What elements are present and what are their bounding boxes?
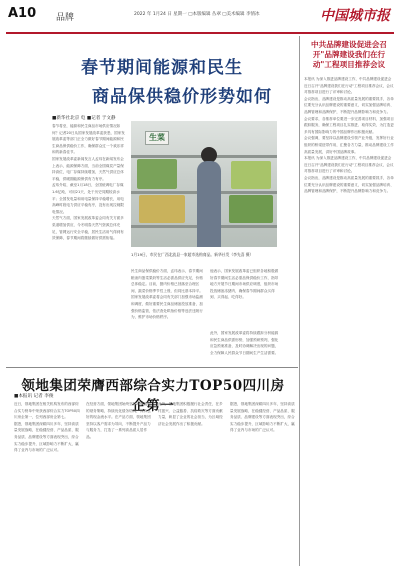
- photo-vegetables: [137, 159, 177, 189]
- article2-paragraph: 据悉，领地集团深耕四川多年，坚持高质量发展战略，在稳健经营、产品品质、服务品质、品牌建设等方面表现突出，综合实力稳步提升，区域影响力不断扩大，赢得了业内与市场的广泛认可。: [14, 421, 79, 453]
- article1-byline: ■新华社北京 电 ■记者 于文静: [52, 116, 116, 121]
- article1-column-3b: [210, 330, 280, 363]
- photo-produce: [229, 195, 273, 223]
- article2-column-4: [230, 401, 296, 567]
- newspaper-logo: 中国城市报: [320, 8, 390, 24]
- article2-byline: ■本报讯 记者 李俊: [14, 394, 54, 399]
- article2-column-2: [86, 401, 154, 567]
- article1-paragraph: 民生商品保供稳价方面，孟玮表示，春节期间粮油肉蛋菜果奶等生活必需品供应充足，价格总体稳定。目前，猪肉价格已回落至合理区间，蔬菜价格季节性上涨，但同比基本持平。: [131, 269, 203, 293]
- photo-shopper: [197, 161, 221, 247]
- article2-headline: 领地集团荣膺西部综合实力TOP50四川房企第一: [21, 378, 285, 414]
- article1-paragraph: 孟玮介绍，截至1月18日，全国统调电厂存煤1.6亿吨，可用21天，处于历史同期较高水平；全国发电量和用电量保持平稳增长，用电高峰时段电力供应平稳有序，没有出现拉闸限电情况。: [52, 183, 124, 214]
- page-number: A10: [8, 6, 37, 21]
- sidebar-paragraph: 会议指出，品牌建设是推动高质量发展的重要抓手，各单位要充分认识品牌建设的重要意义，切实加强品牌培育、品牌管理和品牌保护，不断提升品牌影响力和竞争力。: [304, 96, 394, 114]
- photo-vegetables: [231, 161, 271, 189]
- photo-produce: [139, 195, 185, 223]
- section-name: 品牌: [56, 13, 75, 23]
- article1-title-line1: 春节期间能源和民生: [81, 58, 243, 78]
- sidebar-body: [304, 76, 394, 566]
- photo-shelf-sign: 生菜: [145, 131, 169, 145]
- photo-caption: 1月19日，市民在广西北流县一家超市选购商品。新华社发（李先喜 摄）: [131, 252, 254, 257]
- article2-paragraph: 此外，领地集团积极履行社会责任，在乡村振兴、公益慈善、抗疫救灾等方面贡献力量，彰显了企业的社会担当，为区域经济社会发展作出了积极贡献。: [158, 402, 223, 426]
- sidebar-paragraph: 本报讯 为深入推进品牌建设工作，中共品牌建设促进会近日召开"品牌建设我们在行动"工程项目推荐会议，会议对推荐项目进行了评审和讨论。: [304, 156, 394, 174]
- sidebar-paragraph: 会议强调，要坚持以品牌建设引领产业升级，发挥好行业组织的桥梁纽带作用，汇聚各方力量，推动品牌建设工作高质量发展，讲好中国品牌故事。: [304, 136, 394, 154]
- article2-paragraph: 据悉，领地集团深耕四川多年，坚持高质量发展战略，在稳健经营、产品品质、服务品质、品牌建设等方面表现突出，综合实力稳步提升，区域影响力不断扩大，赢得了业内与市场的广泛认可。: [230, 402, 295, 433]
- article1-column-1: [52, 123, 126, 363]
- supermarket-photo: [131, 121, 277, 247]
- sidebar-paragraph: 会议要求，各推荐单位要进一步完善项目材料，加强项目跟踪服务，确保工程项目扎实推进、取得实效，为打造更多具有国际影响力的中国品牌作出积极贡献。: [304, 116, 394, 134]
- article-separator: [6, 367, 298, 368]
- article1-paragraph: 国家发展改革委新闻发言人孟玮在新闻发布会上表示，能源保障方面，当前全国煤炭产量保持高位，电厂存煤持续增加，天然气供应总体平稳，供暖期能源保供有力有序。: [52, 156, 124, 181]
- article1-headline: [42, 53, 282, 107]
- page-header: [6, 4, 394, 30]
- article2-column-3: [158, 401, 226, 567]
- header-rule: [6, 32, 394, 34]
- article2-paragraph: 在经营方面，领地集团始终坚持审慎稳健的财务策略，持续优化债务结构，保持良好的现金流水平。在产品方面，领地集团坚持以客户需求为导向，不断提升产品力与服务力，打造了一系列高品质人居作品。: [86, 402, 151, 439]
- article1-paragraph: 他表示，国家发展改革委已组织各地积极做好春节期间生活必需品保供稳价工作，指导地方开展节日期间市场供应调度，组织市场投放储备冻猪肉，确保春节期间群众买得到、买得起、吃得好。: [210, 269, 279, 300]
- article1-paragraph: 国家发展改革委将会同有关部门加强市场监测和调度，做好重要民生商品储备投放准备，加强价格监管，依法查处哄抬价格等违法违规行为，维护市场价格秩序。: [131, 295, 203, 320]
- sidebar-paragraph: 本报讯 为深入推进品牌建设工作，中共品牌建设促进会近日召开"品牌建设我们在行动"工程项目推荐会议，会议对推荐项目进行了评审和讨论。: [304, 77, 394, 95]
- article1-paragraph: 春节将至，能源和民生商品市场供应情况如何？记者20日从国家发展改革委获悉，国家发展改革委等部门正全力做好春节期间能源和民生商品保供稳价工作，确保群众过一个欢乐祥和的新春佳节。: [52, 124, 125, 155]
- column-divider: [299, 36, 300, 566]
- article1-paragraph: 天然气方面，国家发展改革委会同有关方面多渠道增加供应，今冬明春天然气资源总体充足，管网运行安全平稳，居民生活用气得到有效保障，春节期间将继续做好供需衔接。: [52, 216, 124, 241]
- article1-paragraph: 此外，国家发展改革委将持续跟踪分析能源和民生商品供需形势，加强预研预判，强化应急预案准备，及时协调解决出现的问题，全力保障人民群众节日期间生产生活需要。: [210, 331, 279, 355]
- sidebar-headline: 中共品牌建设促进会召开"品牌建设我们在行动"工程项目推荐会议: [311, 40, 387, 69]
- article1-title-line2: 商品保供稳价形势如何: [92, 87, 272, 107]
- article1-column-2: [131, 268, 205, 363]
- article2-column-1: [14, 401, 82, 567]
- dateline: 2022 年 1月24 日 星期一 □本版编辑 丛翠 □美术编辑 李情冰: [134, 12, 260, 17]
- sidebar-paragraph: 会议指出，品牌建设是推动高质量发展的重要抓手，各单位要充分认识品牌建设的重要意义，切实加强品牌培育、品牌管理和品牌保护，不断提升品牌影响力和竞争力。: [304, 175, 394, 194]
- article2-paragraph: 近日，领地集团在相关机构发布的西部综合实力榜单中荣获西部综合实力TOP50四川房企第一，位列西部房企第七。: [14, 402, 80, 420]
